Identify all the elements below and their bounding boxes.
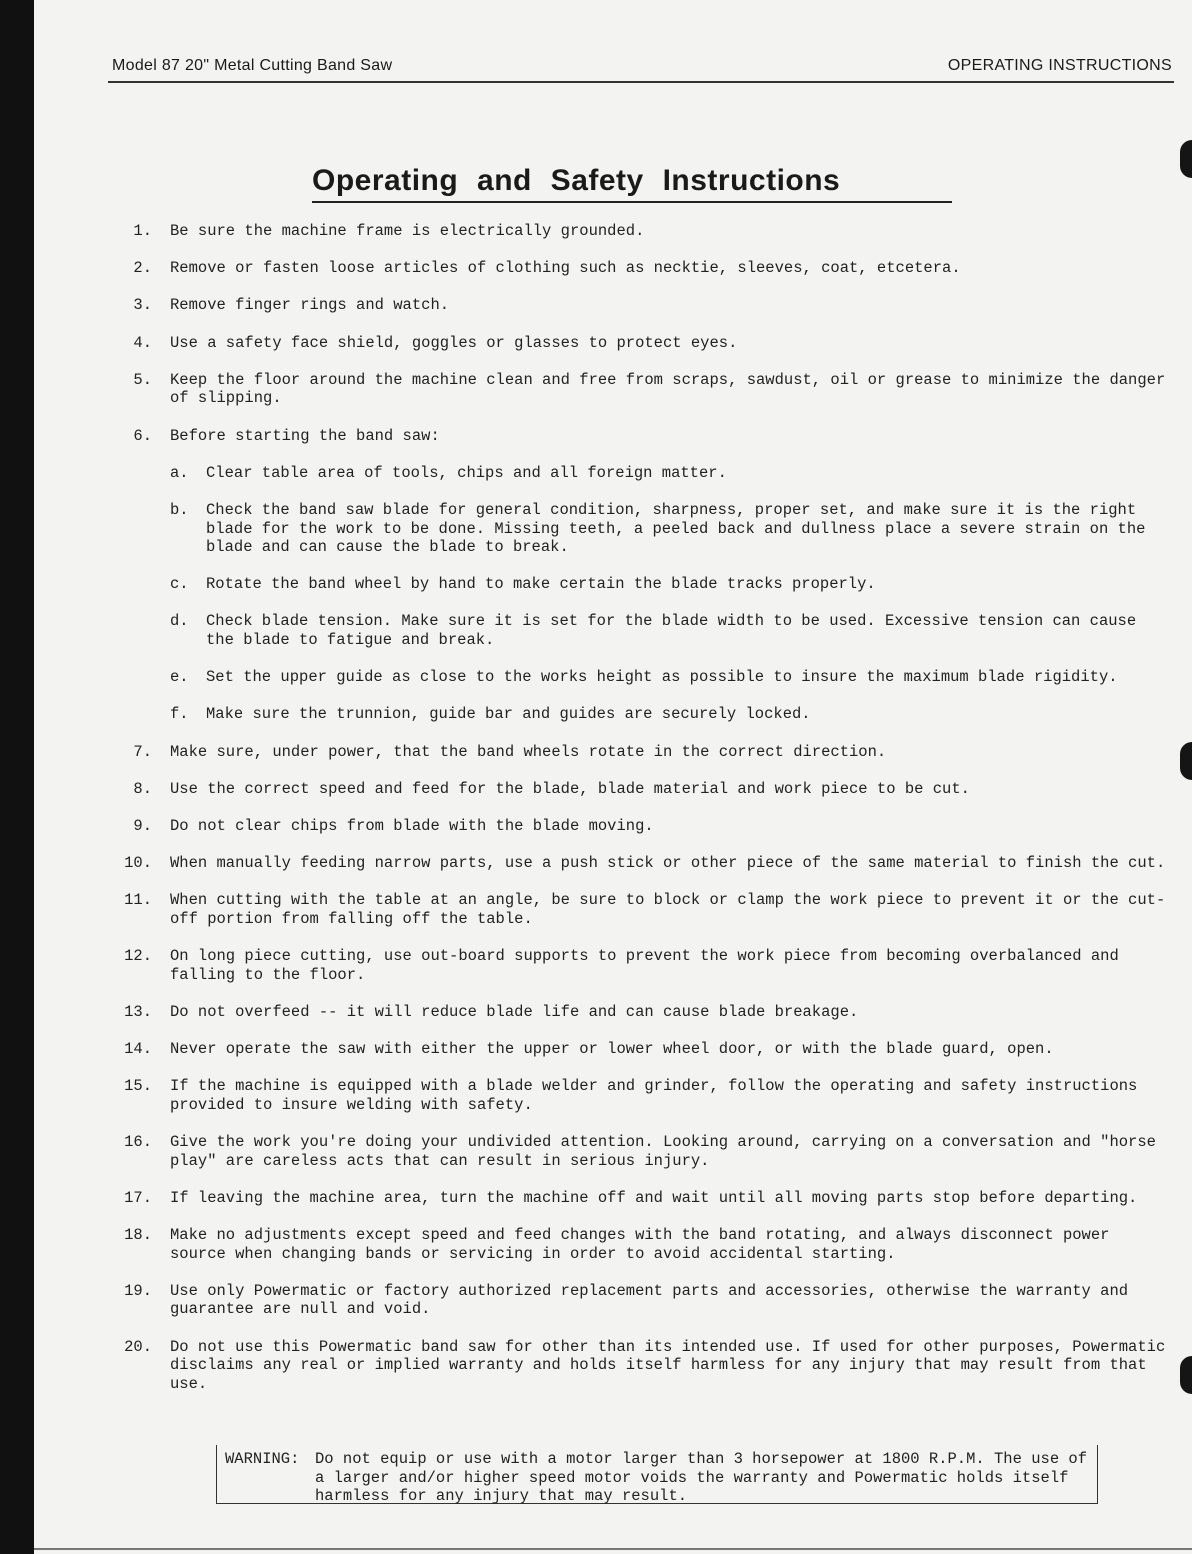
list-item (110, 854, 1170, 873)
sub-item-letter: c. (170, 575, 189, 594)
item-number: 10. (124, 854, 152, 873)
binder-tab-mark (1180, 742, 1192, 780)
sub-item-text: Check the band saw blade for general condition, sharpness, proper set, and make sure it is the right blade for the work to be done. Missing teeth, a peeled back and dullness place a severe strain on the blade and can cause the blade to break. (206, 500, 1146, 557)
list-item (110, 891, 1170, 928)
item-text: Do not use this Powermatic band saw for other than its intended use. If used for other purposes, Powermatic disclaims any real or implied warranty and holds itself harmless for any injury that may result from that use. (170, 1337, 1166, 1393)
sub-item-text: Set the upper guide as close to the works height as possible to insure the maximum blade rigidity. (206, 668, 1118, 687)
item-number: 3. (133, 296, 152, 315)
item-number: 18. (124, 1226, 152, 1245)
item-text: Do not overfeed -- it will reduce blade life and can cause blade breakage. (170, 1002, 859, 1021)
item-number: 15. (124, 1077, 152, 1096)
item-number: 11. (124, 891, 152, 910)
item-text: When cutting with the table at an angle, be sure to block or clamp the work piece to prevent it or the cut-off portion from falling off the table. (170, 891, 1166, 928)
list-item (110, 222, 1170, 241)
list-item (110, 296, 1170, 315)
item-text: Use only Powermatic or factory authorized replacement parts and accessories, otherwise the warranty and guarantee are null and void. (170, 1281, 1129, 1319)
list-item (110, 1282, 1170, 1319)
item-number: 14. (124, 1040, 152, 1059)
binder-tab-mark (1180, 140, 1192, 178)
bottom-edge (34, 1548, 1192, 1550)
item-number: 1. (133, 222, 152, 240)
title-underline (312, 201, 952, 203)
list-item (110, 1338, 1170, 1394)
item-number: 17. (124, 1188, 152, 1207)
sub-item-letter: f. (170, 705, 189, 724)
instruction-list (110, 222, 1170, 1412)
item-number: 5. (133, 370, 152, 389)
item-text: Make sure, under power, that the band wheels rotate in the correct direction. (170, 742, 887, 761)
sub-item-text: Make sure the trunnion, guide bar and guides are securely locked. (206, 705, 811, 724)
item-text: Remove or fasten loose articles of clothing such as necktie, sleeves, coat, etcetera. (170, 259, 961, 278)
item-number: 4. (133, 333, 152, 352)
list-item (110, 1040, 1170, 1059)
item-text: On long piece cutting, use out-board supports to prevent the work piece from becoming overbalanced and falling to the floor. (170, 947, 1119, 984)
binder-tab-mark (1180, 1356, 1192, 1394)
item-text: Make no adjustments except speed and feed changes with the band rotating, and always disconnect power source when changing bands or servicing in order to avoid accidental starting. (170, 1226, 1110, 1263)
header-section: OPERATING INSTRUCTIONS (947, 57, 1172, 74)
item-text: Never operate the saw with either the upper or lower wheel door, or with the blade guard, open. (170, 1040, 1054, 1059)
sub-item-letter: a. (170, 463, 189, 482)
header-rule (108, 81, 1174, 83)
item-text: Keep the floor around the machine clean and free from scraps, sawdust, oil or grease to minimize the danger of slipping. (170, 370, 1166, 408)
item-number: 9. (133, 817, 152, 835)
item-number: 6. (133, 426, 152, 445)
list-item (110, 1226, 1170, 1263)
list-item (110, 334, 1170, 353)
warning-label: WARNING: (225, 1450, 300, 1468)
item-text: Use a safety face shield, goggles or glasses to protect eyes. (170, 333, 738, 352)
item-number: 13. (124, 1002, 152, 1021)
item-text: Before starting the band saw: (170, 426, 440, 445)
list-item (110, 817, 1170, 836)
sub-list-item (110, 575, 1170, 594)
list-item (110, 1133, 1170, 1170)
item-text: Use the correct speed and feed for the blade, blade material and work piece to be cut. (170, 779, 970, 798)
list-item (110, 743, 1170, 762)
sub-item-letter: d. (170, 612, 189, 631)
scan-edge (0, 0, 34, 1554)
item-number: 2. (133, 259, 152, 278)
header-model: Model 87 20" Metal Cutting Band Saw (112, 57, 393, 74)
warning-box (216, 1445, 1098, 1504)
item-text: Remove finger rings and watch. (170, 296, 450, 315)
item-number: 19. (124, 1281, 152, 1300)
sub-list-item (110, 501, 1170, 557)
item-text: Give the work you're doing your undivided attention. Looking around, carrying on a conversation and "horse play" are careless acts that can result in serious injury. (170, 1133, 1156, 1170)
sub-list-item (110, 668, 1170, 687)
list-item (110, 371, 1170, 408)
list-item (110, 1003, 1170, 1022)
list-item (110, 1077, 1170, 1114)
sub-item-letter: b. (170, 500, 189, 519)
list-item (110, 259, 1170, 278)
sub-list-item (110, 612, 1170, 649)
sub-item-text: Rotate the band wheel by hand to make certain the blade tracks properly. (206, 575, 876, 594)
item-number: 16. (124, 1133, 152, 1152)
warning-text: Do not equip or use with a motor larger than 3 horsepower at 1800 R.P.M. The use of a larger and/or higher speed motor voids the warranty and Powermatic holds itself harmless for any injury that may result. (315, 1450, 1088, 1506)
item-text: Be sure the machine frame is electrically grounded. (170, 222, 645, 240)
list-item (110, 1189, 1170, 1208)
sub-list-item (110, 705, 1170, 724)
item-number: 8. (133, 779, 152, 798)
item-text: If leaving the machine area, turn the machine off and wait until all moving parts stop before departing. (170, 1188, 1138, 1207)
item-number: 12. (124, 947, 152, 966)
item-number: 20. (124, 1337, 152, 1356)
item-text: Do not clear chips from blade with the blade moving. (170, 817, 654, 835)
list-item (110, 427, 1170, 446)
item-text: If the machine is equipped with a blade welder and grinder, follow the operating and safety instructions provided to insure welding with safety. (170, 1077, 1138, 1114)
list-item (110, 947, 1170, 984)
sub-item-text: Clear table area of tools, chips and all foreign matter. (206, 463, 727, 482)
sub-item-letter: e. (170, 668, 189, 687)
list-item (110, 780, 1170, 799)
item-text: When manually feeding narrow parts, use a push stick or other piece of the same material to finish the cut. (170, 854, 1166, 873)
sub-item-text: Check blade tension. Make sure it is set for the blade width to be used. Excessive tension can cause the blade to fatigue and break. (206, 612, 1137, 650)
item-number: 7. (133, 742, 152, 761)
sub-list-item (110, 464, 1170, 483)
page-title: Operating and Safety Instructions (312, 164, 841, 197)
